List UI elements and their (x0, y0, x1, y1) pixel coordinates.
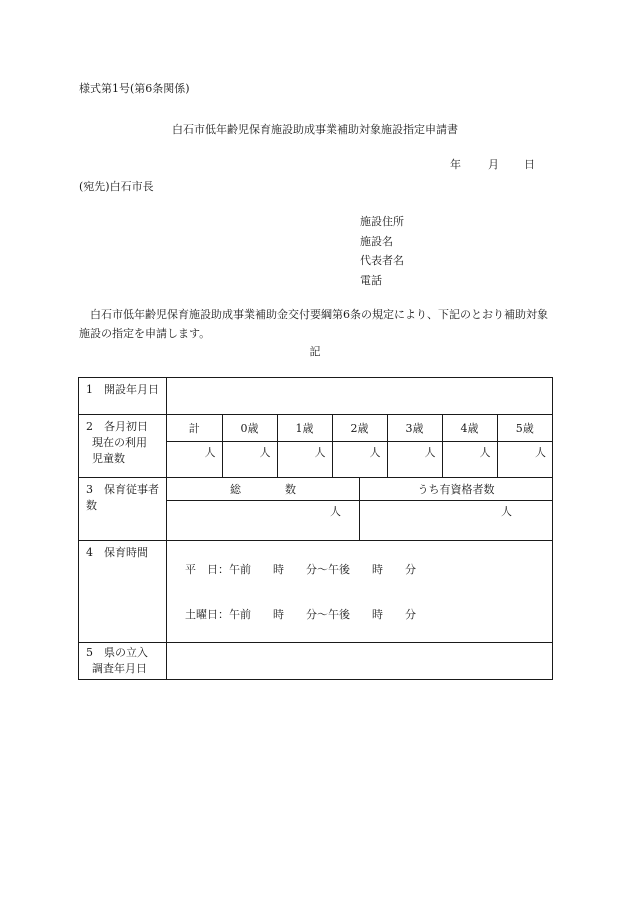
date-year: 年 (450, 158, 461, 171)
applicant-representative-label: 代表者名 (360, 254, 404, 267)
count-total-field[interactable]: 人 (167, 441, 222, 477)
saturday-hours[interactable]: 土曜日：午前 時 分～午後 時 分 (185, 608, 416, 621)
age-header-total: 計 (167, 415, 222, 441)
count-age2-field[interactable]: 人 (332, 441, 387, 477)
staff-qualified-header: うち有資格者数 (360, 478, 553, 500)
count-age1-field[interactable]: 人 (277, 441, 332, 477)
row-children-count (79, 415, 553, 478)
staff-total-header: 総 数 (167, 478, 360, 500)
count-age4-field[interactable]: 人 (442, 441, 497, 477)
row-opening-date (79, 378, 553, 415)
children-count-grid (167, 415, 552, 477)
staff-count-label: 3 保育従事者 数 (79, 478, 167, 541)
addressee: (宛先)白石市長 (79, 180, 154, 193)
inspection-date-label: 5 県の立入 調査年月日 (79, 643, 167, 680)
date-day: 日 (524, 158, 535, 171)
staff-total-field[interactable]: 人 (167, 500, 360, 540)
staff-qualified-field[interactable]: 人 (360, 500, 553, 540)
staff-count-grid (167, 478, 552, 540)
row-inspection-date (79, 643, 553, 680)
age-header-4: 4歳 (442, 415, 497, 441)
row-staff-count (79, 478, 553, 541)
applicant-name-label: 施設名 (360, 234, 393, 248)
row-hours (79, 541, 553, 643)
children-count-label: 2 各月初日 現在の利用 児童数 (79, 415, 167, 478)
document-title: 白石市低年齢児保育施設助成事業補助対象施設指定申請書 (172, 123, 458, 136)
count-age3-field[interactable]: 人 (387, 441, 442, 477)
count-age0-field[interactable]: 人 (222, 441, 277, 477)
date-line (450, 156, 535, 172)
age-header-0: 0歳 (222, 415, 277, 441)
opening-date-label: 1 開設年月日 (79, 378, 167, 415)
ki-heading: 記 (309, 345, 321, 358)
body-text: 白石市低年齢児保育施設助成事業補助金交付要綱第6条の規定により、下記のとおり補助対象施設の指定を申請します。 (79, 308, 548, 340)
age-header-3: 3歳 (387, 415, 442, 441)
weekday-hours[interactable]: 平 日：午前 時 分～午後 時 分 (185, 563, 416, 576)
hours-label: 4 保育時間 (79, 541, 167, 643)
opening-date-field[interactable] (167, 378, 553, 415)
age-header-1: 1歳 (277, 415, 332, 441)
applicant-address-label: 施設住所 (360, 215, 404, 228)
applicant-block (360, 212, 404, 290)
form-number: 様式第1号(第6条関係) (79, 82, 190, 95)
age-header-2: 2歳 (332, 415, 387, 441)
age-header-5: 5歳 (497, 415, 552, 441)
applicant-phone-label: 電話 (360, 273, 382, 287)
date-month: 月 (488, 158, 499, 171)
inspection-date-field[interactable] (167, 643, 553, 680)
application-table (78, 377, 553, 680)
count-age5-field[interactable]: 人 (497, 441, 552, 477)
